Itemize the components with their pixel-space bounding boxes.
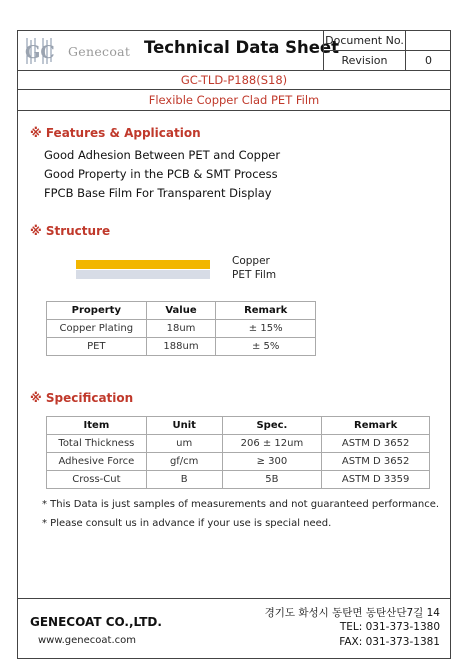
data-sheet-frame — [17, 30, 451, 659]
feature-item: Good Adhesion Between PET and Copper — [44, 148, 281, 162]
table-cell: ASTM D 3652 — [322, 453, 430, 471]
gc-logo-icon — [22, 36, 62, 66]
table-cell: ASTM D 3359 — [322, 471, 430, 489]
pet-layer-label: PET Film — [232, 269, 277, 281]
document-no-label: Document No. — [324, 31, 406, 51]
product-code: GC-TLD-P188(S18) — [18, 71, 450, 90]
structure-title: ※ Structure — [30, 224, 111, 238]
revision-label: Revision — [324, 51, 406, 71]
specification-title: ※ Specification — [30, 391, 134, 405]
svg-text:GC: GC — [25, 42, 55, 63]
table-cell: ± 5% — [216, 338, 316, 356]
table-cell: ≥ 300 — [222, 453, 322, 471]
header — [18, 31, 450, 71]
company-website[interactable]: www.genecoat.com — [38, 635, 136, 646]
specification-table — [46, 416, 430, 489]
document-title: Technical Data Sheet — [144, 38, 339, 57]
company-logo — [22, 36, 140, 66]
document-meta — [323, 31, 450, 71]
structure-table — [46, 301, 316, 356]
company-fax: FAX: 031-373-1381 — [339, 636, 440, 648]
company-address: 경기도 화성시 동탄면 동탄산단7길 14 — [264, 607, 440, 619]
logo-text: Genecoat — [68, 44, 131, 59]
company-name: GENECOAT CO.,LTD. — [30, 615, 162, 629]
footer-divider — [18, 598, 450, 599]
table-cell: 18um — [146, 320, 216, 338]
table-header: Item — [47, 417, 147, 435]
features-title: ※ Features & Application — [30, 126, 201, 140]
copper-layer-bar — [76, 260, 210, 269]
company-tel: TEL: 031-373-1380 — [339, 621, 440, 633]
table-row — [47, 320, 316, 338]
table-cell: ASTM D 3652 — [322, 435, 430, 453]
table-cell: 5B — [222, 471, 322, 489]
table-row — [47, 338, 316, 356]
table-row — [47, 453, 430, 471]
table-header: Spec. — [222, 417, 322, 435]
document-no-row — [324, 31, 451, 51]
copper-layer-label: Copper — [232, 255, 270, 267]
revision-value: 0 — [425, 54, 432, 67]
table-cell: 188um — [146, 338, 216, 356]
table-cell: Cross-Cut — [47, 471, 147, 489]
table-row — [47, 471, 430, 489]
pet-layer-bar — [76, 270, 210, 279]
feature-item: Good Property in the PCB & SMT Process — [44, 167, 278, 181]
table-cell: ± 15% — [216, 320, 316, 338]
table-header-row — [47, 302, 316, 320]
table-cell: B — [146, 471, 222, 489]
document-no-value — [406, 31, 451, 51]
table-cell: Adhesive Force — [47, 453, 147, 471]
feature-item: FPCB Base Film For Transparent Display — [44, 186, 272, 200]
table-header: Remark — [322, 417, 430, 435]
table-header: Property — [47, 302, 147, 320]
table-cell: 206 ± 12um — [222, 435, 322, 453]
table-header: Unit — [146, 417, 222, 435]
table-cell: PET — [47, 338, 147, 356]
revision-row — [324, 51, 451, 71]
table-cell: um — [146, 435, 222, 453]
table-header: Remark — [216, 302, 316, 320]
disclaimer-note: * This Data is just samples of measurements and not guaranteed performance. — [42, 499, 440, 510]
table-cell: Total Thickness — [47, 435, 147, 453]
table-row — [47, 435, 430, 453]
table-header: Value — [146, 302, 216, 320]
product-name: Flexible Copper Clad PET Film — [18, 90, 450, 111]
table-header-row — [47, 417, 430, 435]
table-cell: Copper Plating — [47, 320, 147, 338]
consult-note: * Please consult us in advance if your use is special need. — [42, 518, 332, 529]
table-cell: gf/cm — [146, 453, 222, 471]
